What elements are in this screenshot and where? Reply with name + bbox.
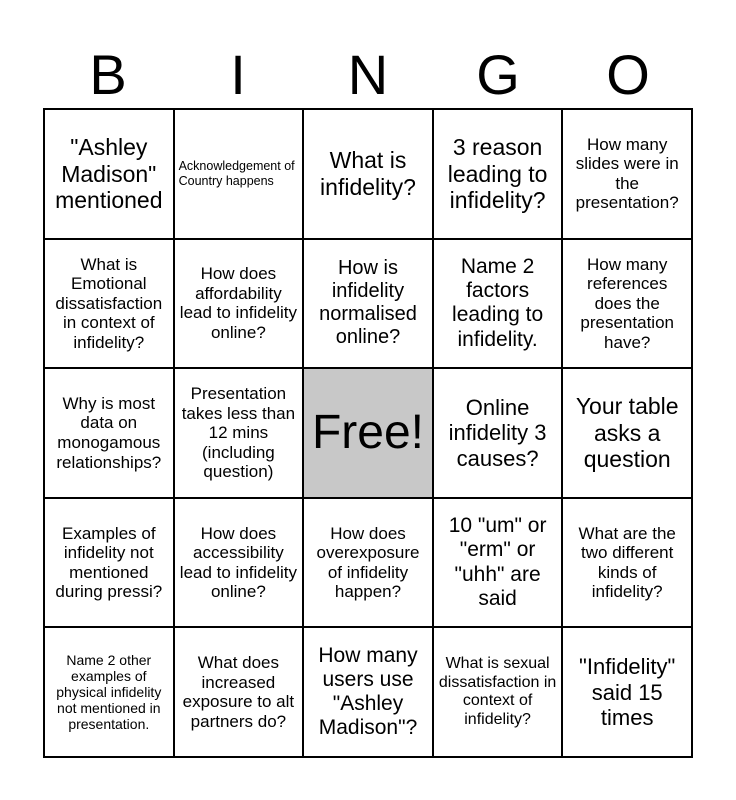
cell-text: Online infidelity 3 causes?	[448, 395, 547, 471]
bingo-cell[interactable]	[44, 498, 174, 628]
cell-text: Presentation takes less than 12 mins (including question)	[181, 384, 296, 482]
cell-text: How many slides were in the presentation?	[575, 134, 679, 213]
bingo-cell[interactable]	[44, 368, 174, 498]
bingo-cell[interactable]	[562, 109, 692, 239]
bingo-cell[interactable]	[433, 239, 563, 369]
bingo-cell[interactable]	[562, 627, 692, 757]
header-letter-g: G	[476, 43, 520, 106]
cell-text: Name 2 other examples of physical infidelity not mentioned in presentation.	[56, 651, 162, 733]
free-space-cell[interactable]	[303, 368, 433, 498]
bingo-cell[interactable]	[44, 239, 174, 369]
bingo-cell[interactable]	[433, 368, 563, 498]
cell-text: 3 reason leading to infidelity?	[447, 134, 548, 214]
cell-text: Your table asks a question	[575, 393, 679, 473]
bingo-cell[interactable]	[174, 368, 304, 498]
cell-text: How many users use "Ashley Madison"?	[318, 643, 418, 740]
bingo-cell[interactable]	[44, 109, 174, 239]
bingo-cell[interactable]	[562, 498, 692, 628]
bingo-cell[interactable]	[433, 109, 563, 239]
cell-text: What is infidelity?	[320, 147, 416, 200]
cell-text: 10 "um" or "erm" or "uhh" are said	[448, 514, 547, 610]
bingo-cell[interactable]	[562, 368, 692, 498]
bingo-cell[interactable]	[44, 627, 174, 757]
bingo-cell[interactable]	[303, 627, 433, 757]
cell-text: What is sexual dissatisfaction in context of infidelity?	[438, 655, 557, 728]
bingo-header	[43, 42, 693, 108]
bingo-cell[interactable]	[174, 239, 304, 369]
cell-text: Examples of infidelity not mentioned during pressi?	[55, 523, 163, 602]
cell-text: Free!	[311, 406, 424, 460]
cell-text: How many references does the presentation have?	[580, 254, 674, 352]
cell-text: How does overexposure of infidelity happen?	[316, 523, 420, 602]
bingo-cell[interactable]	[303, 498, 433, 628]
cell-text: How does accessibility lead to infidelity online?	[179, 523, 297, 602]
bingo-cell[interactable]	[174, 498, 304, 628]
header-letter-o: O	[606, 43, 650, 106]
bingo-cell[interactable]	[562, 239, 692, 369]
cell-text: What does increased exposure to alt partners do?	[182, 653, 295, 731]
header-letter-n: N	[347, 43, 389, 106]
bingo-cell[interactable]	[174, 627, 304, 757]
cell-text: How is infidelity normalised online?	[319, 257, 417, 349]
cell-text: "Ashley Madison" mentioned	[55, 134, 163, 214]
cell-text: Acknowledgement of Country happens	[178, 159, 295, 188]
cell-text: What is Emotional dissatisfaction in context of infidelity?	[55, 254, 163, 352]
bingo-cell[interactable]	[303, 109, 433, 239]
cell-text: How does affordability lead to infidelity online?	[179, 264, 297, 342]
bingo-grid	[43, 108, 693, 758]
header-letter-b: B	[89, 43, 127, 106]
bingo-cell[interactable]	[174, 109, 304, 239]
bingo-cell[interactable]	[303, 239, 433, 369]
header-letter-i: I	[230, 43, 246, 106]
cell-text: What are the two different kinds of infidelity?	[578, 523, 676, 602]
bingo-cell[interactable]	[433, 627, 563, 757]
bingo-cell[interactable]	[433, 498, 563, 628]
cell-text: Why is most data on monogamous relationships?	[56, 393, 162, 472]
cell-text: "Infidelity" said 15 times	[579, 654, 676, 730]
cell-text: Name 2 factors leading to infidelity.	[452, 255, 544, 351]
